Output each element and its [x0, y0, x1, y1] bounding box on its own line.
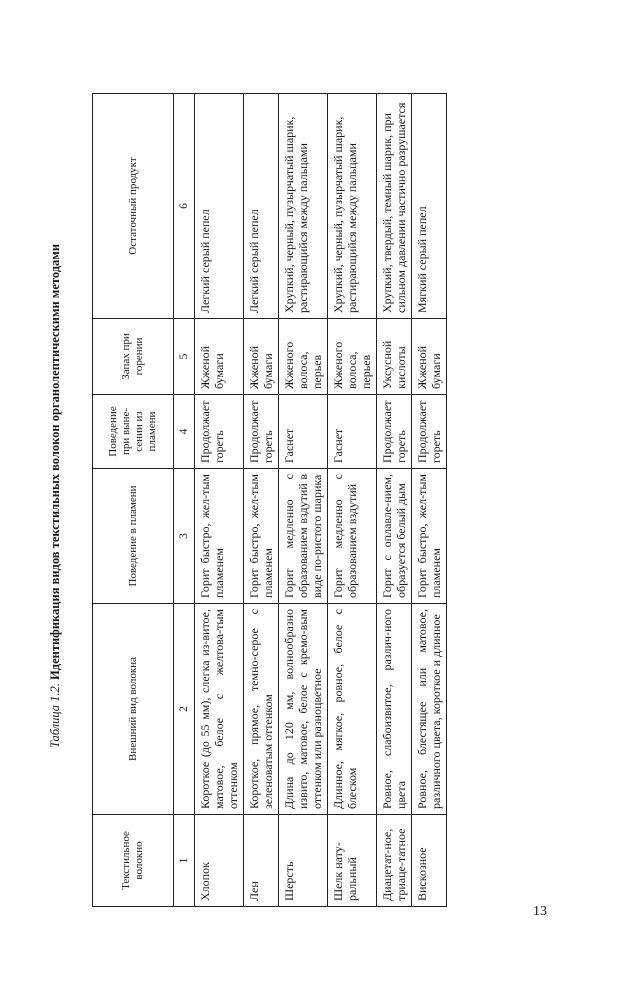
fiber-name-cell: Лен [244, 815, 279, 907]
header-cell: Внешний вид волокна [93, 604, 174, 815]
removal-behavior-cell: Продолжает гореть [377, 395, 412, 469]
appearance-cell: Длина до 120 мм, волнообразно извито, матовое, белое с кремо-вым оттенком или разноцветное [279, 604, 328, 815]
removal-behavior-cell: Гаснет [279, 395, 328, 469]
appearance-cell: Короткое (до 55 мм), слегка из-витое, матовое, белое с желтова-тым оттенком [195, 604, 244, 815]
page-number: 13 [533, 904, 547, 919]
residue-cell: Легкий серый пепел [195, 94, 244, 319]
flame-behavior-cell: Горит быстро, жел-тым пламенем [244, 469, 279, 604]
header-cell: Запах при горении [93, 319, 174, 395]
table-row [244, 94, 279, 907]
flame-behavior-cell: Горит медленно с образованием вздутий в виде по-ристого шарика [279, 469, 328, 604]
residue-cell: Мягкий серый пепел [412, 94, 447, 319]
removal-behavior-cell: Продолжает гореть [195, 395, 244, 469]
column-number: 4 [174, 395, 195, 469]
odor-cell: Жженого волоса, перьев [328, 319, 377, 395]
column-number: 5 [174, 319, 195, 395]
table-row [412, 94, 447, 907]
fiber-name-cell: Вискозное [412, 815, 447, 907]
residue-cell: Легкий серый пепел [244, 94, 279, 319]
appearance-cell: Ровное, слабоизвитое, различ-ного цвета [377, 604, 412, 815]
column-number: 2 [174, 604, 195, 815]
odor-cell: Жженой бумаги [244, 319, 279, 395]
header-row [93, 94, 174, 907]
flame-behavior-cell: Горит медленно с образованием вздутий [328, 469, 377, 604]
appearance-cell: Ровное, блестящее или матовое, различного цвета, короткое и длинное [412, 604, 447, 815]
caption-title: Идентификация видов текстильных волокон органолептическими методами [48, 243, 62, 680]
removal-behavior-cell: Продолжает гореть [244, 395, 279, 469]
residue-cell: Хрупкий, твердый, темный шарик, при сильном давлении частично разрушается [377, 94, 412, 319]
appearance-cell: Длинное, мягкое, ровное, белое с блеском [328, 604, 377, 815]
residue-cell: Хрупкий, черный, пузырчатый шарик, растирающийся между пальцами [328, 94, 377, 319]
odor-cell: Уксусной кислоты [377, 319, 412, 395]
table-row [377, 94, 412, 907]
removal-behavior-cell: Гаснет [328, 395, 377, 469]
column-number-row [174, 94, 195, 907]
column-number: 6 [174, 94, 195, 319]
caption-label: Таблица 1.2. [48, 683, 62, 749]
flame-behavior-cell: Горит быстро, жел-тым пламенем [412, 469, 447, 604]
flame-behavior-cell: Горит быстро, жел-тым пламенем [195, 469, 244, 604]
header-cell: Текстильное волокно [93, 815, 174, 907]
fiber-name-cell: Диацетат-ное, триаце-татное [377, 815, 412, 907]
table-row [328, 94, 377, 907]
odor-cell: Жженой бумаги [195, 319, 244, 395]
header-cell: Поведение в пламени [93, 469, 174, 604]
appearance-cell: Короткое, прямое, темно-серое с зеленоватым оттенком [244, 604, 279, 815]
table-row [195, 94, 244, 907]
odor-cell: Жженой бумаги [412, 319, 447, 395]
fiber-name-cell: Хлопок [195, 815, 244, 907]
table-row [279, 94, 328, 907]
fiber-name-cell: Шелк нату-ральный [328, 815, 377, 907]
odor-cell: Жженого волоса, перьев [279, 319, 328, 395]
header-cell: Поведение при выне-сении из пламени [93, 395, 174, 469]
fiber-name-cell: Шерсть [279, 815, 328, 907]
column-number: 1 [174, 815, 195, 907]
table-caption [48, 101, 63, 891]
column-number: 3 [174, 469, 195, 604]
removal-behavior-cell: Продолжает гореть [412, 395, 447, 469]
flame-behavior-cell: Горит с оплавле-нием, образуется белый дым [377, 469, 412, 604]
header-cell: Остаточный продукт [93, 94, 174, 319]
residue-cell: Хрупкий, черный, пузырчатый шарик, растирающийся между пальцами [279, 94, 328, 319]
fiber-identification-table [92, 93, 447, 907]
